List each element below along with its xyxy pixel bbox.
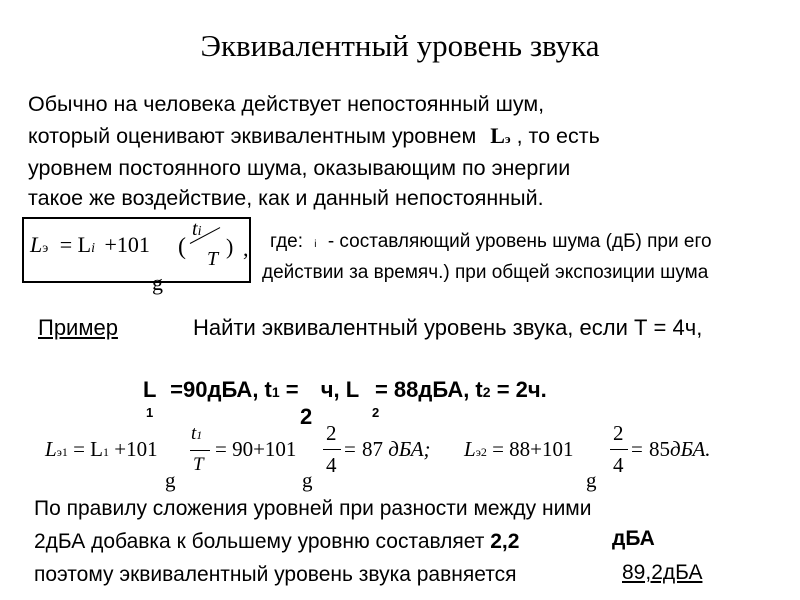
calc-1-eq: = L <box>73 437 104 461</box>
page-title: Эквивалентный уровень звука <box>200 28 600 63</box>
rule-line-3: поэтому эквивалентный уровень звука равняется <box>34 563 517 586</box>
given-L2-value: = 88дБА, t <box>374 377 483 402</box>
given-line <box>143 377 547 403</box>
where-line-2: действии за времяч.) при общей экспозиции шума <box>262 262 709 283</box>
given-sub-2: 2 <box>300 404 313 429</box>
given-sub-3: 2 <box>372 405 380 420</box>
calc-g-2: g <box>302 468 313 492</box>
leq-subscript: э <box>504 131 511 146</box>
calc-1-num: 2 <box>326 421 337 445</box>
given-t1-sub: 1 <box>271 384 280 400</box>
calc-1-value: 87 <box>362 437 383 461</box>
calc-2-den: 4 <box>613 453 624 477</box>
formula-eq: = L <box>59 232 92 257</box>
calc-1-L-sub: э1 <box>56 445 68 459</box>
where-desc: - составляющий уровень шума (дБ) при его <box>327 231 712 252</box>
example-label: Пример <box>38 315 118 340</box>
calc-2-value: 85 <box>649 437 670 461</box>
intro-line-3: уровнем постоянного шума, оказывающим по энергии <box>28 156 571 180</box>
formula-lhs-sub: э <box>42 241 49 256</box>
formula-T: T <box>207 248 219 270</box>
rule-answer: 89,2дБА <box>622 561 703 584</box>
calc-g-1: g <box>165 468 176 492</box>
calc-1-L: L <box>45 437 57 461</box>
intro-line-2 <box>28 121 600 153</box>
calc-1-eq3: = <box>344 437 356 461</box>
formula-rparen: ) <box>226 234 234 259</box>
calc-2-left <box>464 437 574 462</box>
calc-2-frac-line <box>610 449 628 450</box>
calc-2-L-sub: э2 <box>475 445 487 459</box>
given-t2-sub: 2 <box>482 384 491 400</box>
leq-symbol: L <box>490 123 505 148</box>
calc-1-eq-sub: 1 <box>103 445 110 459</box>
calc-1-frac-line-2 <box>323 449 341 450</box>
rule-unit: дБА <box>612 527 655 550</box>
formula-comma: , <box>243 236 249 261</box>
calc-2-result <box>649 437 711 462</box>
calc-g-3: g <box>586 468 597 492</box>
where-i: i <box>314 239 317 250</box>
calc-1-plus: +101 <box>114 437 158 461</box>
formula-lhs: L <box>30 232 43 257</box>
calc-1-left <box>45 437 158 462</box>
intro-line-2-end: , то есть <box>516 124 600 148</box>
given-L1-value: =90дБА, t <box>170 377 272 402</box>
calc-1-T: T <box>193 454 204 475</box>
formula-t-sub: i <box>197 224 202 239</box>
calc-1-t-letter: t <box>191 423 197 444</box>
given-t1-eq: = <box>285 377 299 402</box>
given-t1-unit: ч, L <box>320 377 359 402</box>
formula-plus: +101 <box>104 232 150 257</box>
rule-line-2-value: 2,2 <box>490 530 520 553</box>
given-t2-value: = 2ч. <box>496 377 547 402</box>
given-L1: L <box>143 377 157 402</box>
rule-line-2-text: 2дБА добавка к большему уровню составляет <box>34 530 485 553</box>
calc-1-result <box>362 437 431 462</box>
calc-1-t <box>191 423 202 445</box>
where-line-1 <box>270 231 712 253</box>
calc-2-unit: дБА. <box>670 437 711 461</box>
calc-2-eq: = 88+101 <box>492 437 574 461</box>
calc-2-num: 2 <box>613 421 624 445</box>
formula-t-letter: t <box>192 218 198 240</box>
intro-line-1: Обычно на человека действует непостоянный шум, <box>28 92 545 116</box>
formula-eq-sub: i <box>91 241 96 256</box>
calc-1-eq2: = 90+101 <box>215 437 297 461</box>
example-task: Найти эквивалентный уровень звука, если Т = 4ч, <box>193 315 703 340</box>
where-label: где: <box>270 231 304 252</box>
calc-1-t-sub: 1 <box>196 428 203 442</box>
calc-1-frac-line <box>190 450 210 451</box>
calc-2-L: L <box>464 437 476 461</box>
intro-line-4: такое же воздействие, как и данный непостоянный. <box>28 186 544 210</box>
rule-line-1: По правилу сложения уровней при разности между ними <box>34 497 592 520</box>
formula-lparen: ( <box>178 234 186 260</box>
given-sub-1: 1 <box>146 405 154 420</box>
calc-2-eq2: = <box>631 437 643 461</box>
rule-line-2 <box>34 530 519 554</box>
calc-1-unit: дБА; <box>388 437 431 461</box>
intro-line-2-text: который оценивают эквивалентным уровнем <box>28 124 477 148</box>
formula-main <box>30 232 150 258</box>
formula-g: g <box>152 270 163 295</box>
calc-1-den: 4 <box>326 453 337 477</box>
